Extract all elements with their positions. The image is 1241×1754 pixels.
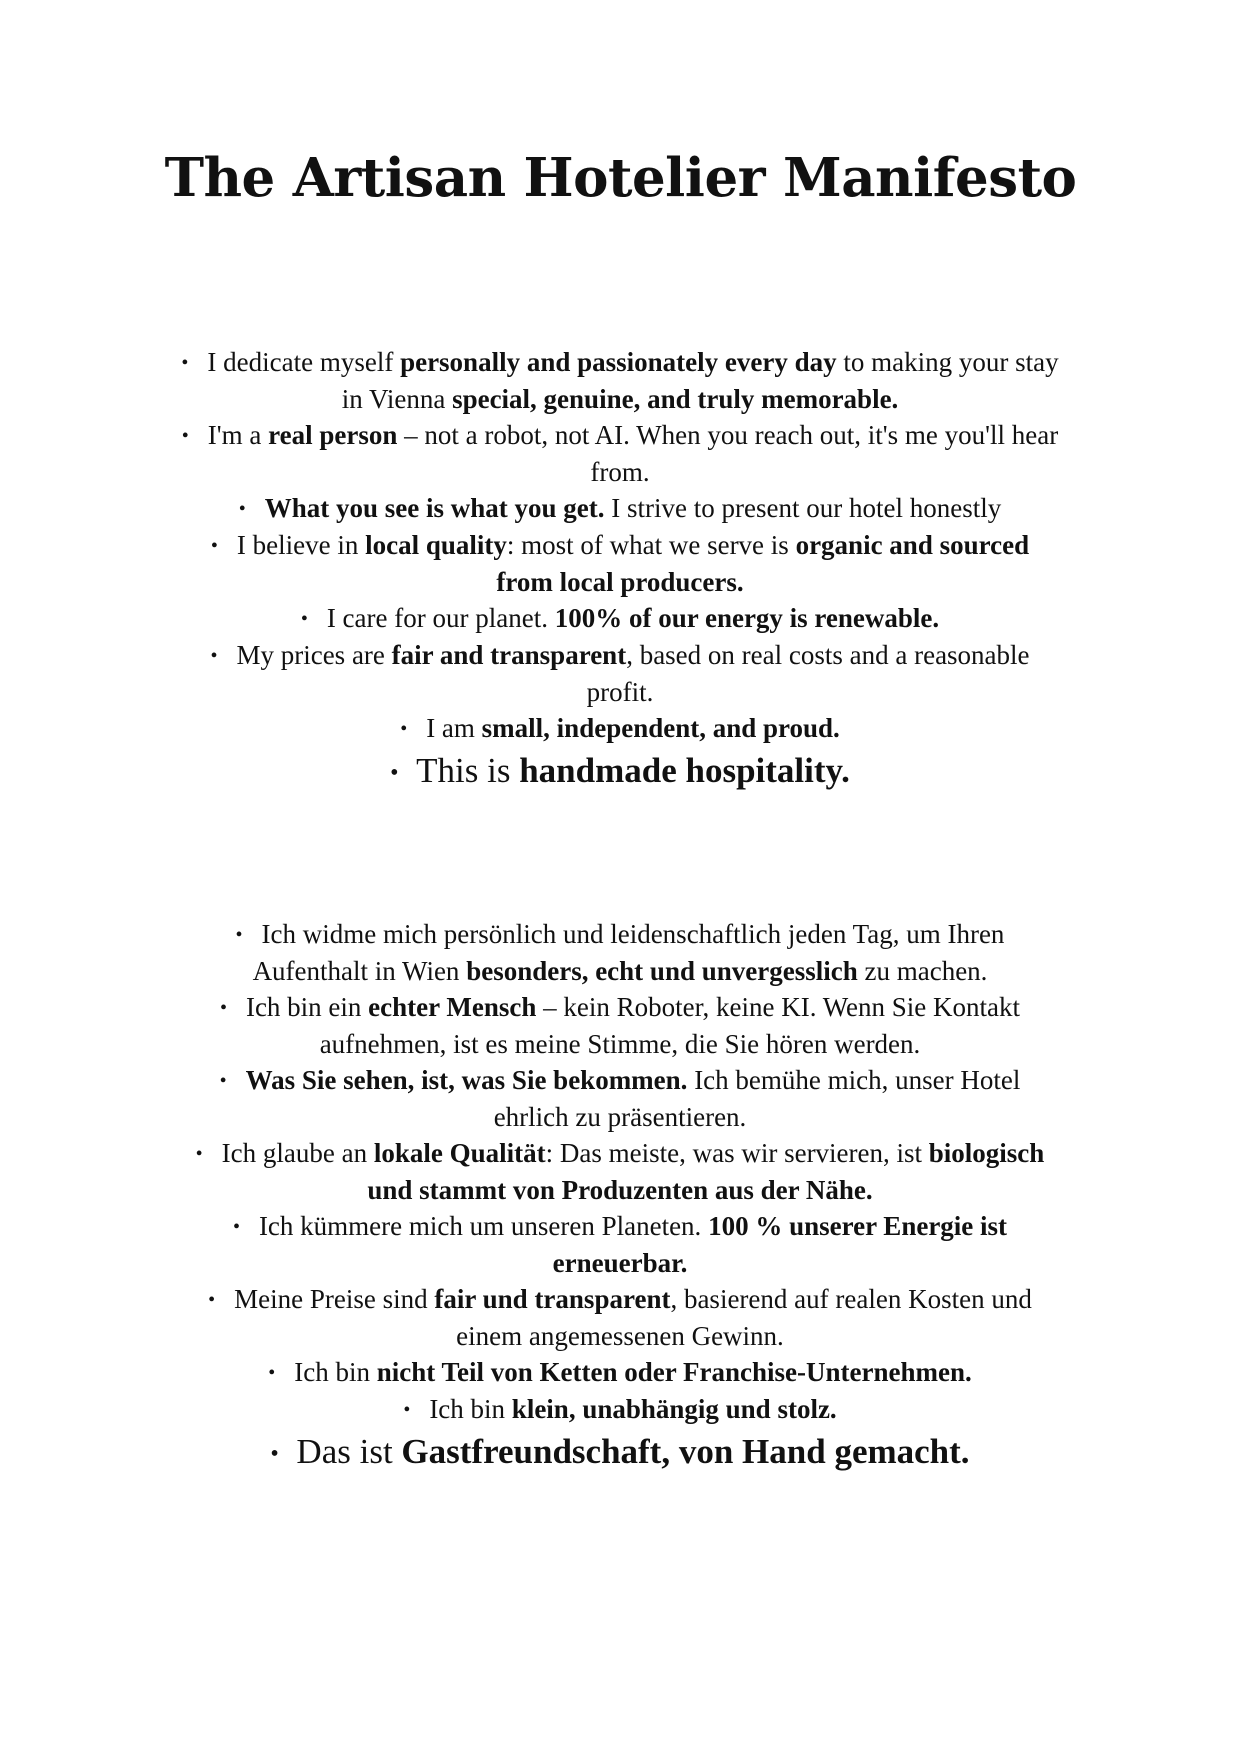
- emphasized-text: small, independent, and proud.: [481, 713, 840, 743]
- bullet-icon: •: [268, 1362, 276, 1384]
- german-item-6: [180, 1281, 1060, 1354]
- body-text: I strive to present our hotel honestly: [604, 493, 1002, 523]
- body-text: Ich bin: [429, 1394, 512, 1424]
- emphasized-text: lokale Qualität: [373, 1138, 546, 1168]
- german-item-1: [180, 916, 1060, 989]
- body-text: , basierend auf realen Kosten und einem angemessenen Gewinn.: [456, 1284, 1032, 1351]
- emphasized-text: besonders, echt und unvergesslich: [466, 956, 858, 986]
- emphasized-text: What you see is what you get.: [264, 493, 605, 523]
- body-text: Ich kümmere mich um unseren Planeten.: [258, 1211, 709, 1241]
- body-text: Ich bin ein: [245, 992, 369, 1022]
- body-text: Ich bemühe mich, unser Hotel ehrlich zu präsentieren.: [493, 1065, 1021, 1132]
- document-title: The Artisan Hotelier Manifesto: [164, 147, 1077, 209]
- bullet-icon: •: [390, 760, 399, 786]
- emphasized-text: biologisch und stammt von Produzenten aus der Nähe.: [367, 1138, 1045, 1205]
- emphasized-text: real person: [268, 420, 398, 450]
- bullet-icon: •: [210, 535, 218, 557]
- english-item-8: [180, 747, 1060, 797]
- english-item-2: [180, 417, 1060, 490]
- emphasized-text: 100 % unserer Energie ist erneuerbar.: [552, 1211, 1008, 1278]
- english-item-3: [180, 490, 1060, 527]
- body-text: to making your stay in Vienna: [341, 347, 1059, 414]
- body-text: Ich glaube an: [221, 1138, 374, 1168]
- emphasized-text: organic and sourced from local producers.: [496, 530, 1030, 597]
- bullet-icon: •: [195, 1143, 203, 1165]
- body-text: : Das meiste, was wir servieren, ist: [545, 1138, 929, 1168]
- bullet-icon: •: [270, 1441, 279, 1467]
- emphasized-text: fair und transparent: [434, 1284, 671, 1314]
- german-manifesto-list: [180, 916, 1060, 1478]
- german-item-5: [180, 1208, 1060, 1281]
- bullet-icon: •: [219, 997, 227, 1019]
- german-item-3: [180, 1062, 1060, 1135]
- body-text: : most of what we serve is: [506, 530, 796, 560]
- emphasized-text: local quality: [365, 530, 507, 560]
- emphasized-text: klein, unabhängig und stolz.: [511, 1394, 837, 1424]
- body-text: , based on real costs and a reasonable profit.: [586, 640, 1030, 707]
- bullet-icon: •: [400, 718, 408, 740]
- body-text: I care for our planet.: [326, 603, 555, 633]
- body-text: Ich bin: [294, 1357, 377, 1387]
- emphasized-text: 100% of our energy is renewable.: [554, 603, 940, 633]
- german-item-8: [180, 1391, 1060, 1428]
- bullet-icon: •: [235, 924, 243, 946]
- emphasized-text: Gastfreundschaft, von Hand gemacht.: [401, 1432, 970, 1471]
- body-text: Meine Preise sind: [234, 1284, 435, 1314]
- emphasized-text: special, genuine, and truly memorable.: [452, 384, 899, 414]
- bullet-icon: •: [210, 645, 218, 667]
- english-item-5: [180, 600, 1060, 637]
- emphasized-text: handmade hospitality.: [519, 751, 850, 790]
- english-item-7: [180, 710, 1060, 747]
- emphasized-text: personally and passionately every day: [400, 347, 837, 377]
- german-item-2: [180, 989, 1060, 1062]
- english-manifesto-list: [180, 344, 1060, 797]
- bullet-icon: •: [219, 1070, 227, 1092]
- body-text: zu machen.: [857, 956, 988, 986]
- german-item-4: [180, 1135, 1060, 1208]
- english-item-4: [180, 527, 1060, 600]
- emphasized-text: fair and transparent: [391, 640, 627, 670]
- body-text: This is: [416, 751, 520, 790]
- body-text: – kein Roboter, keine KI. Wenn Sie Kontakt aufnehmen, ist es meine Stimme, die Sie hören werden.: [319, 992, 1021, 1059]
- german-item-7: [180, 1354, 1060, 1391]
- bullet-icon: •: [403, 1399, 411, 1421]
- emphasized-text: echter Mensch: [368, 992, 537, 1022]
- bullet-icon: •: [238, 498, 246, 520]
- bullet-icon: •: [300, 608, 308, 630]
- body-text: – not a robot, not AI. When you reach out, it's me you'll hear from.: [397, 420, 1059, 487]
- body-text: Ich widme mich persönlich und leidenschaftlich jeden Tag, um Ihren Aufenthalt in Wien: [252, 919, 1005, 986]
- body-text: Das ist: [296, 1432, 402, 1471]
- body-text: I am: [426, 713, 482, 743]
- body-text: My prices are: [236, 640, 392, 670]
- bullet-icon: •: [232, 1216, 240, 1238]
- bullet-icon: •: [181, 352, 189, 374]
- german-item-9: [180, 1428, 1060, 1478]
- bullet-icon: •: [208, 1289, 216, 1311]
- body-text: I believe in: [236, 530, 366, 560]
- english-item-6: [180, 637, 1060, 710]
- emphasized-text: nicht Teil von Ketten oder Franchise-Unternehmen.: [376, 1357, 972, 1387]
- body-text: I'm a: [207, 420, 269, 450]
- bullet-icon: •: [181, 425, 189, 447]
- body-text: I dedicate myself: [207, 347, 401, 377]
- emphasized-text: Was Sie sehen, ist, was Sie bekommen.: [245, 1065, 688, 1095]
- english-item-1: [180, 344, 1060, 417]
